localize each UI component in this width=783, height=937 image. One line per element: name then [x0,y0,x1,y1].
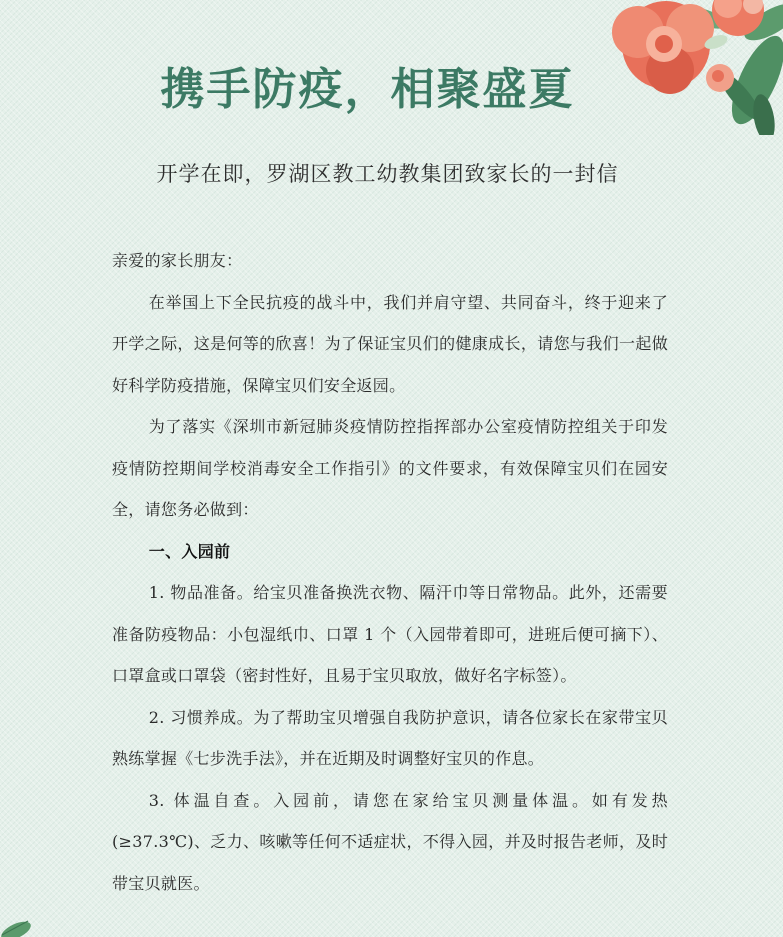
list-item-temperature: 3. 体温自查。入园前，请您在家给宝贝测量体温。如有发热(≥37.3℃)、乏力、咳嗽等任何不适症状，不得入园，并及时报告老师，及时带宝贝就医。 [112,790,668,893]
letter-body [112,240,668,904]
paragraph-intro: 在举国上下全民抗疫的战斗中，我们并肩守望、共同奋斗，终于迎来了开学之际，这是何等的欣喜！为了保证宝贝们的健康成长，请您与我们一起做好科学防疫措施，保障宝贝们安全返园。 [112,292,668,395]
list-item-supplies: 1. 物品准备。给宝贝准备换洗衣物、隔汗巾等日常物品。此外，还需要准备防疫物品：小包湿纸巾、口罩 1 个（入园带着即可，进班后便可摘下）、口罩盒或口罩袋（密封性好，且易于宝贝取放，做好名字标签）。 [112,583,668,685]
page-title: 携手防疫，相聚盛夏 [160,64,575,115]
list-item-habits: 2. 习惯养成。为了帮助宝贝增强自我防护意识，请各位家长在家带宝贝熟练掌握《七步洗手法》，并在近期及时调整好宝贝的作息。 [112,707,668,768]
paragraph-requirements: 为了落实《深圳市新冠肺炎疫情防控指挥部办公室疫情防控组关于印发疫情防控期间学校消毒安全工作指引》的文件要求，有效保障宝贝们在园安全，请您务必做到： [112,417,668,519]
section-heading-before-entry: 一、入园前 [148,541,231,561]
letter-subtitle: 开学在即，罗湖区教工幼教集团致家长的一封信 [156,162,619,186]
leaf-decoration-icon [0,913,38,937]
salutation: 亲爱的家长朋友： [112,251,243,270]
